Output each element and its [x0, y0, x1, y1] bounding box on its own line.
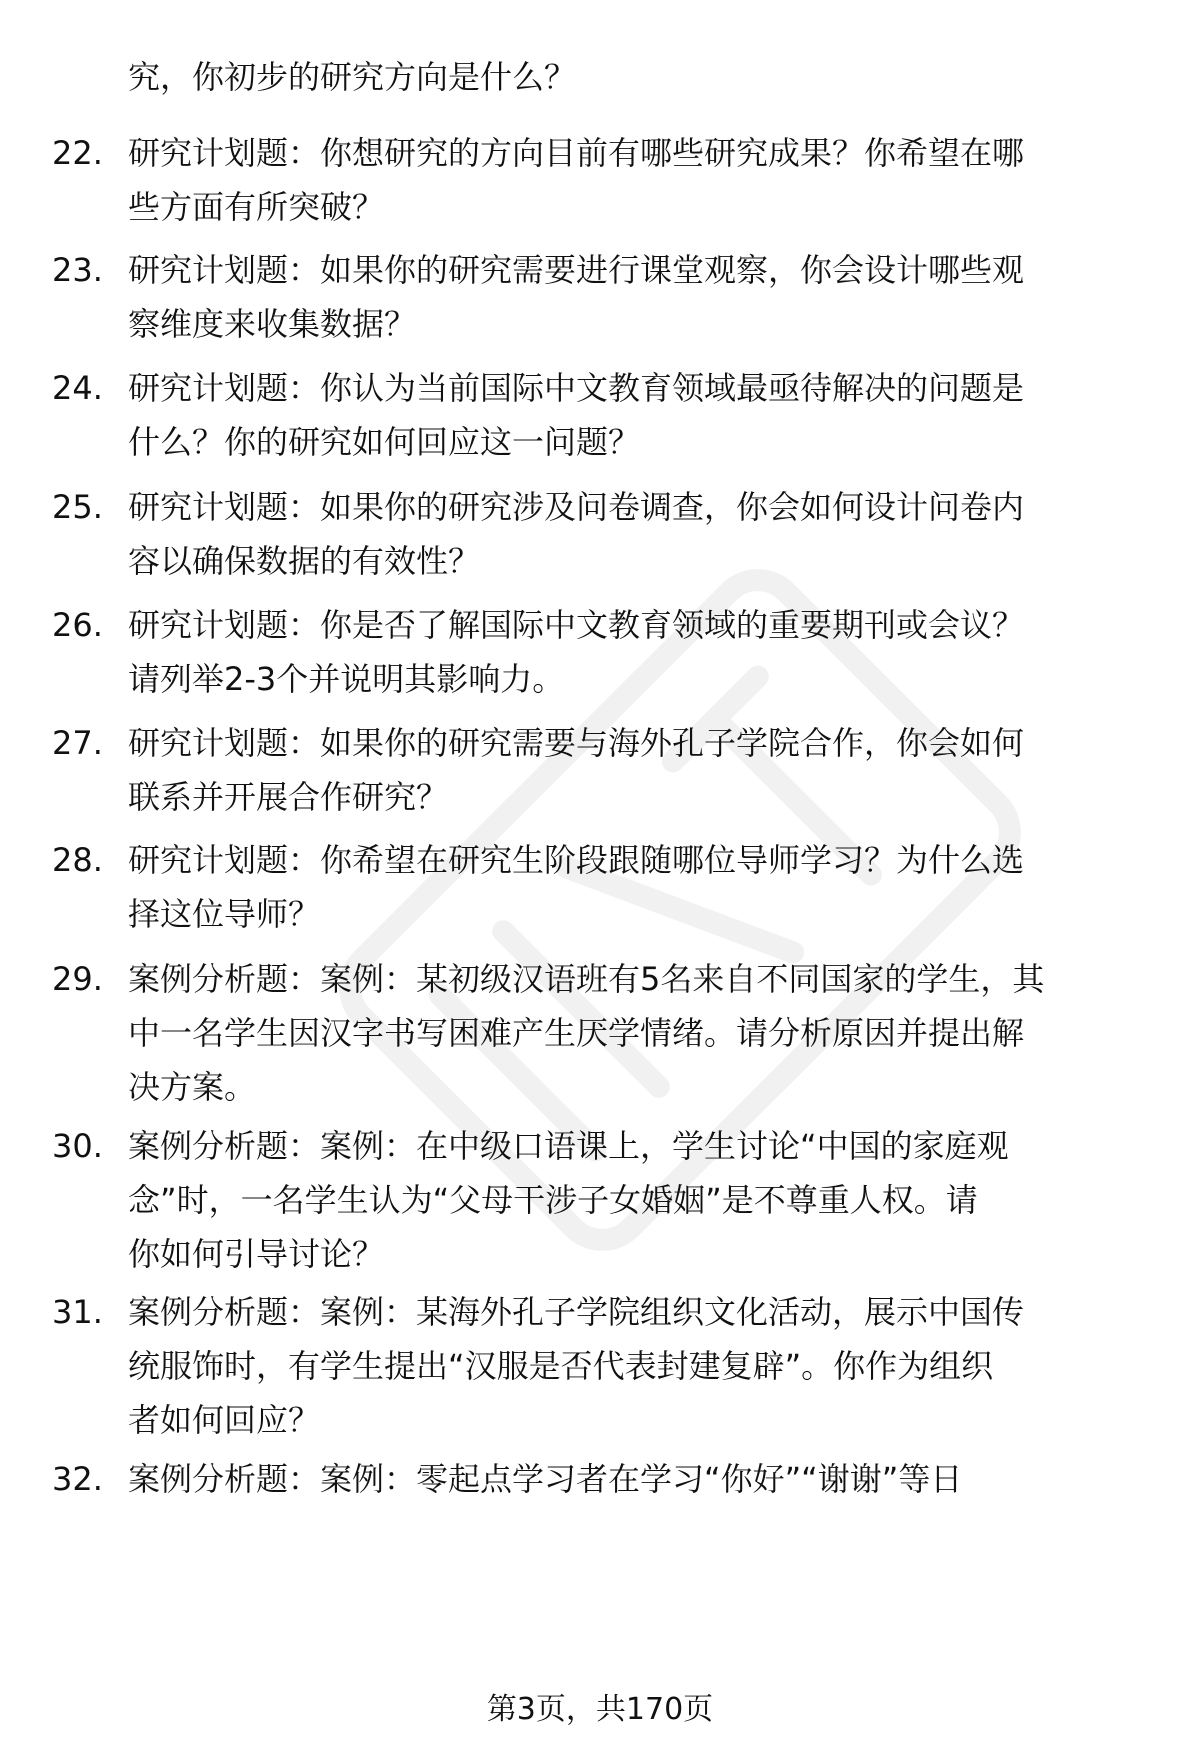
question-number: 24. — [52, 369, 103, 407]
question-text: 研究计划题：你是否了解国际中文教育领域的重要期刊或会议？ 请列举2-3个并说明其影响力。 — [128, 606, 1025, 698]
question-number: 25. — [52, 488, 103, 526]
question-text: 案例分析题：案例：在中级口语课上，学生讨论“中国的家庭观 念”时，一名学生认为“父母干涉子女婚姻”是不尊重人权。请 你如何引导讨论？ — [128, 1127, 1009, 1273]
question-number: 26. — [52, 606, 103, 644]
question-text: 研究计划题：如果你的研究涉及问卷调查，你会如何设计问卷内 容以确保数据的有效性？ — [128, 488, 1025, 580]
question-number: 32. — [52, 1460, 103, 1498]
question-text: 案例分析题：案例：某海外孔子学院组织文化活动，展示中国传 统服饰时，有学生提出“汉服是否代表封建复辟”。你作为组织 者如何回应？ — [128, 1293, 1025, 1439]
page-footer: 第3页，共170页 — [486, 1692, 714, 1727]
question-text: 研究计划题：你认为当前国际中文教育领域最亟待解决的问题是 什么？你的研究如何回应这一问题？ — [128, 369, 1025, 461]
question-number: 22. — [52, 134, 103, 172]
question-number: 29. — [52, 960, 103, 998]
question-text: 研究计划题：你希望在研究生阶段跟随哪位导师学习？为什么选 择这位导师？ — [128, 841, 1025, 933]
question-text: 案例分析题：案例：零起点学习者在学习“你好”“谢谢”等日 — [128, 1460, 963, 1498]
question-number: 23. — [52, 251, 103, 289]
question-number: 30. — [52, 1127, 103, 1165]
question-number: 27. — [52, 724, 103, 762]
question-text: 研究计划题：如果你的研究需要进行课堂观察，你会设计哪些观 察维度来收集数据？ — [128, 251, 1025, 343]
question-text: 案例分析题：案例：某初级汉语班有5名来自不同国家的学生，其 中一名学生因汉字书写困难产生厌学情绪。请分析原因并提出解 决方案。 — [128, 960, 1045, 1106]
question-text: 研究计划题：你想研究的方向目前有哪些研究成果？你希望在哪 些方面有所突破？ — [128, 134, 1025, 226]
question-text: 研究计划题：如果你的研究需要与海外孔子学院合作，你会如何 联系并开展合作研究？ — [128, 724, 1025, 816]
question-number: 31. — [52, 1293, 103, 1331]
question-number: 28. — [52, 841, 103, 879]
continuation-line: 究，你初步的研究方向是什么？ — [128, 58, 577, 96]
